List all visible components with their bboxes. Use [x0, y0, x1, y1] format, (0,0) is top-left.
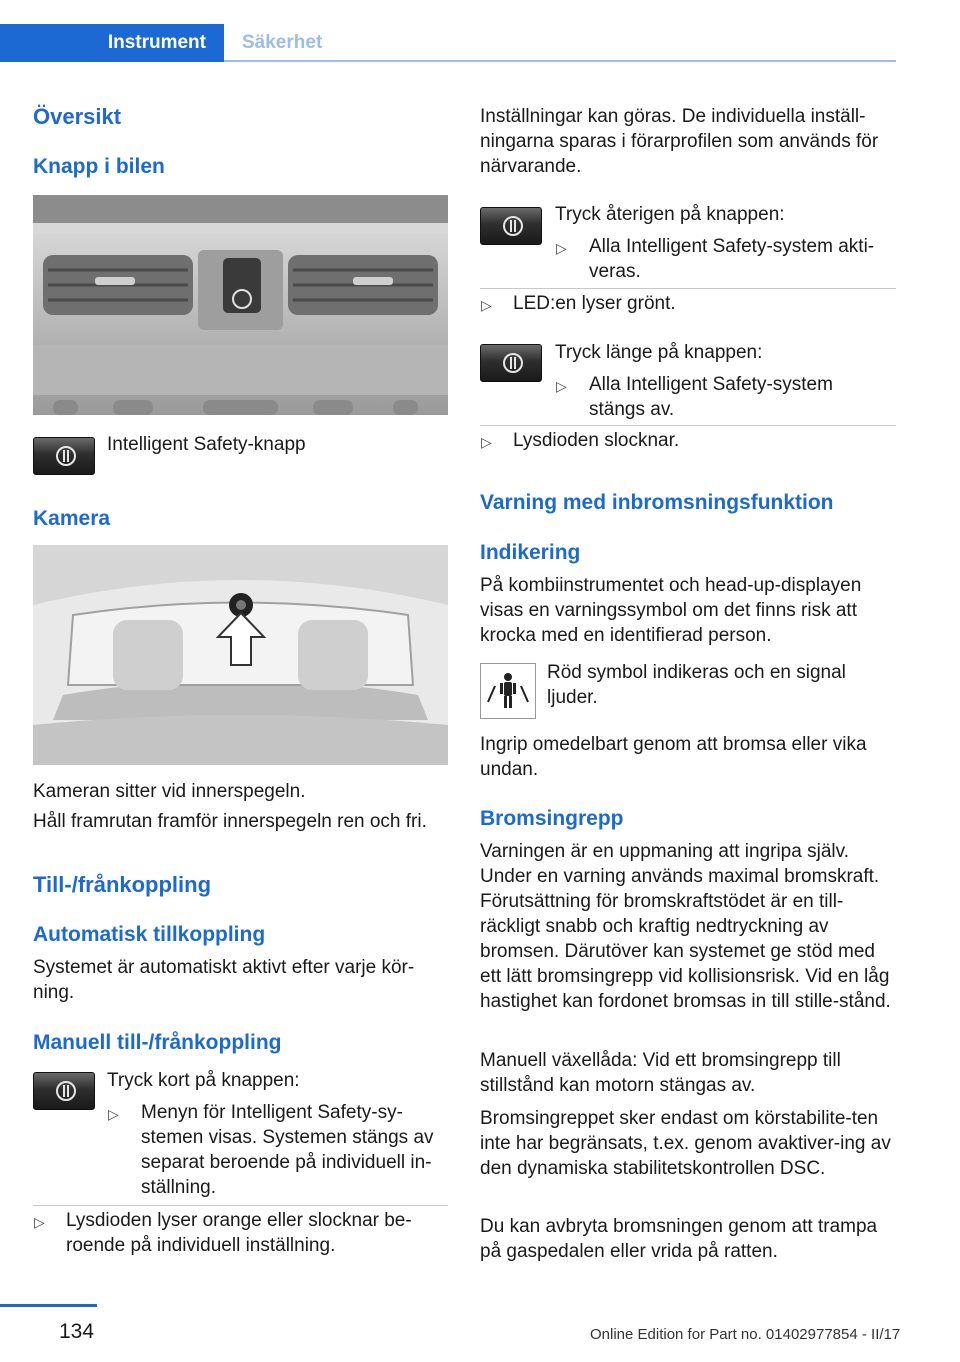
bullet-all-on: Alla Intelligent Safety-system akti‐veras. [589, 236, 875, 282]
dashboard-photo [33, 195, 448, 415]
intelligent-safety-button-icon [480, 207, 542, 245]
footer-rule [0, 1304, 97, 1307]
heading-warning: Varning med inbromsningsfunktion [480, 491, 834, 514]
manual-bullet-1: Menyn för Intelligent Safety-sy‐stemen visas. Systemen stängs av separat beroende på individuell in‐ställning. [141, 1102, 434, 1198]
press-long-text: Tryck länge på knappen: [555, 342, 763, 363]
settings-text: Inställningar kan göras. De individuella inställ‐ningarna sparas i förarprofilen som används för närvarande. [480, 106, 879, 177]
heading-on-off: Till-/frånkoppling [33, 872, 212, 897]
intelligent-safety-button-icon [33, 437, 95, 475]
bullet-all-off: Alla Intelligent Safety-system stängs av. [589, 374, 833, 420]
pedestrian-warning-icon [480, 663, 536, 719]
auto-text: Systemet är automatiskt aktivt efter varje kör‐ning. [33, 957, 415, 1003]
heading-manual: Manuell till-/frånkoppling [33, 1031, 282, 1054]
triangle-bullet-icon: ▷ [34, 1214, 45, 1230]
header-tabs [0, 24, 896, 62]
braking-text-4: Du kan avbryta bromsningen genom att trampa på gaspedalen eller vrida på ratten. [480, 1216, 878, 1262]
indication-text: På kombiinstrumentet och head-up-displayen visas en varningssymbol om det finns risk att krocka med en identifierad person. [480, 575, 862, 646]
intelligent-safety-button-icon [480, 344, 542, 382]
tab-instrument[interactable]: Instrument [0, 24, 224, 62]
intelligent-safety-button-icon [33, 1072, 95, 1110]
manual-bullet-2: Lysdioden lyser orange eller slocknar be‐roende på individuell inställning. [66, 1210, 412, 1256]
triangle-bullet-icon: ▷ [556, 378, 567, 394]
edition-text: Online Edition for Part no. 01402977854 - II/17 [590, 1326, 901, 1343]
divider [33, 1205, 448, 1206]
heading-overview: Översikt [33, 104, 122, 129]
button-caption: Intelligent Safety-knapp [107, 434, 306, 455]
triangle-bullet-icon: ▷ [556, 240, 567, 256]
bullet-led-off: Lysdioden slocknar. [513, 430, 680, 451]
bullet-led-green: LED:en lyser grönt. [513, 293, 676, 314]
braking-text-1: Varningen är en uppmaning att ingripa själv. Under en varning används maximal bromskraft. Förutsättning för bromskraftstödet är en till‐räckligt snabb och kraftig nedtryckning av bromsen. Därutöver kan systemet ge stöd med ett lätt bromsingrepp vid kollisionsrisk. Vid en låg hastighet kan fordonet bromsas in till stille‐stånd. [480, 841, 891, 1012]
braking-text-3: Bromsingreppet sker endast om körstabilite‐ten inte har begränsats, t.ex. genom avaktiver‐ing av den dynamiska stabilitetskontrollen DSC. [480, 1108, 891, 1179]
dashboard-illustration [33, 195, 448, 415]
camera-illustration [33, 545, 448, 765]
tab-sakerhet[interactable]: Säkerhet [242, 32, 323, 53]
divider [480, 425, 896, 426]
page-number: 134 [59, 1320, 95, 1343]
heading-button-in-car: Knapp i bilen [33, 155, 165, 178]
heading-camera: Kamera [33, 507, 111, 530]
heading-indication: Indikering [480, 541, 581, 564]
divider [480, 288, 896, 289]
press-again-text: Tryck återigen på knappen: [555, 204, 785, 225]
red-symbol-text: Röd symbol indikeras och en signal ljuder. [547, 662, 846, 708]
heading-braking: Bromsingrepp [480, 807, 624, 830]
tab-divider [224, 60, 896, 62]
camera-text-2: Håll framrutan framför innerspegeln ren och fri. [33, 811, 427, 832]
camera-photo [33, 545, 448, 765]
heading-auto-on: Automatisk tillkoppling [33, 923, 266, 946]
triangle-bullet-icon: ▷ [108, 1106, 119, 1122]
braking-text-2: Manuell växellåda: Vid ett bromsingrepp till stillstånd kan motorn stängas av. [480, 1050, 841, 1096]
manual-press-text: Tryck kort på knappen: [107, 1070, 300, 1091]
triangle-bullet-icon: ▷ [481, 434, 492, 450]
camera-text-1: Kameran sitter vid innerspegeln. [33, 781, 306, 802]
triangle-bullet-icon: ▷ [481, 297, 492, 313]
intervene-text: Ingrip omedelbart genom att bromsa eller vika undan. [480, 734, 867, 780]
